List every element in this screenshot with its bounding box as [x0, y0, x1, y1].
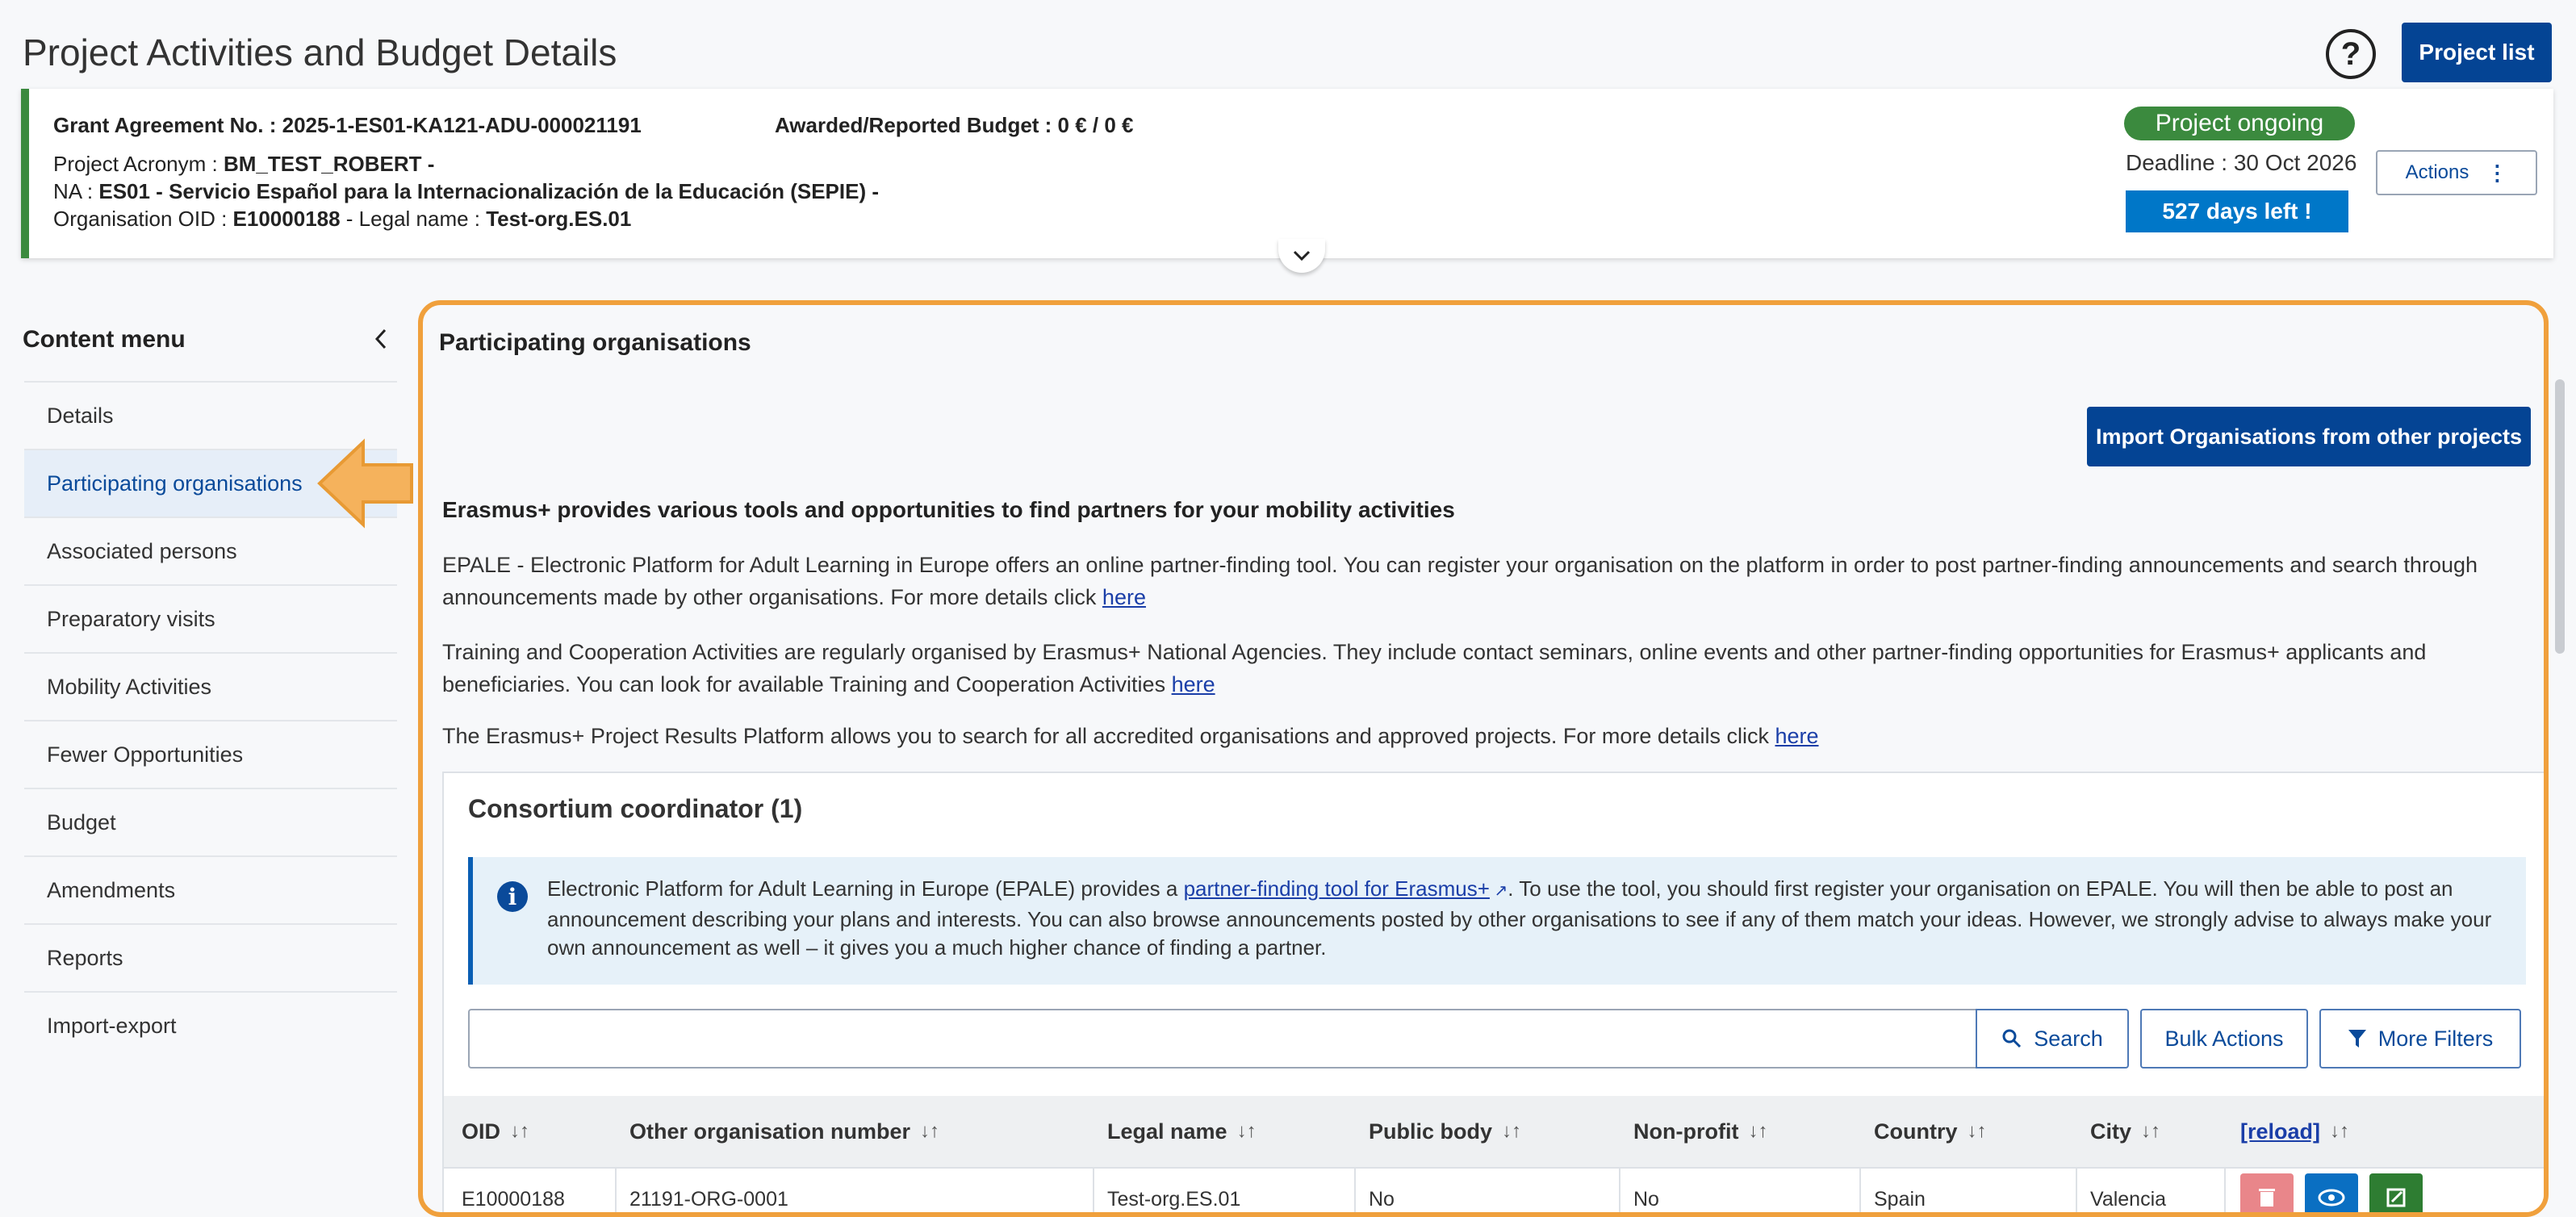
sort-icon: ↓↑: [2141, 1120, 2161, 1142]
eye-icon: [2318, 1189, 2345, 1207]
sidebar-item-mobility-activities[interactable]: Mobility Activities: [24, 652, 397, 720]
import-organisations-button[interactable]: Import Organisations from other projects: [2087, 407, 2531, 466]
sort-icon: ↓↑: [1748, 1120, 1768, 1142]
cell-public-body: No: [1369, 1188, 1395, 1211]
deadline-text: Deadline : 30 Oct 2026: [2126, 150, 2357, 175]
training-here-link[interactable]: here: [1171, 672, 1215, 696]
bulk-actions-button[interactable]: Bulk Actions: [2140, 1009, 2308, 1069]
project-list-button[interactable]: Project list: [2402, 23, 2552, 82]
days-left-badge: 527 days left !: [2126, 190, 2348, 232]
column-public-body[interactable]: Public body ↓↑: [1369, 1119, 1522, 1144]
cell-oid: E10000188: [462, 1188, 565, 1211]
delete-button[interactable]: [2240, 1173, 2294, 1217]
column-non-profit[interactable]: Non-profit ↓↑: [1633, 1119, 1768, 1144]
expand-summary-button[interactable]: [1278, 239, 1325, 273]
project-acronym: Project Acronym : BM_TEST_ROBERT -: [53, 152, 435, 176]
actions-button[interactable]: Actions ⋮: [2376, 150, 2537, 195]
trash-icon: [2258, 1187, 2276, 1208]
view-button[interactable]: [2305, 1173, 2358, 1217]
external-link-icon: ↗: [1489, 882, 1508, 900]
more-filters-button[interactable]: More Filters: [2319, 1009, 2521, 1069]
awarded-budget: Awarded/Reported Budget : 0 € / 0 €: [775, 113, 1134, 137]
sidebar-item-amendments[interactable]: Amendments: [24, 855, 397, 923]
epale-paragraph: EPALE - Electronic Platform for Adult Learning in Europe offers an online partner-finding tool. You can register your organisation on the platform in order to post partner-finding announcements and search through announcements made by other organisations. For more details click here: [442, 553, 2478, 609]
highlight-arrow-icon: [313, 436, 418, 531]
search-input[interactable]: [468, 1009, 1977, 1069]
reload-link[interactable]: [reload]: [2240, 1119, 2321, 1144]
column-reload[interactable]: [2240, 1119, 2349, 1144]
project-summary-card: [21, 89, 2553, 258]
sidebar-item-fewer-opportunities[interactable]: Fewer Opportunities: [24, 720, 397, 788]
column-city[interactable]: City ↓↑: [2090, 1119, 2161, 1144]
cell-city: Valencia: [2090, 1188, 2167, 1211]
sidebar-item-preparatory-visits[interactable]: Preparatory visits: [24, 584, 397, 652]
section-title: Participating organisations: [439, 329, 751, 356]
partner-finding-tool-link[interactable]: partner-finding tool for Erasmus+: [1183, 876, 1490, 901]
sidebar-item-participating-organisations[interactable]: Participating organisations: [24, 449, 397, 516]
edit-button[interactable]: [2369, 1173, 2423, 1217]
chevron-left-icon[interactable]: [370, 324, 392, 353]
cell-legal-name: Test-org.ES.01: [1107, 1188, 1241, 1211]
epale-here-link[interactable]: here: [1102, 585, 1146, 609]
chevron-down-icon: [1292, 249, 1311, 262]
kebab-menu-icon: ⋮: [2486, 160, 2508, 185]
consortium-coordinator-card: [442, 772, 2549, 1217]
search-button[interactable]: Search: [1976, 1009, 2129, 1069]
sidebar-item-budget[interactable]: Budget: [24, 788, 397, 855]
column-country[interactable]: Country ↓↑: [1874, 1119, 1987, 1144]
results-here-link[interactable]: here: [1775, 724, 1819, 748]
sort-icon: ↓↑: [1967, 1120, 1987, 1142]
info-text: Electronic Platform for Adult Learning in Europe (EPALE) provides a partner-finding tool for Erasmus+ ↗. To use the tool, you should first register your organisation on EPALE. You will then be able to post an announcement describing your plans and interests. You can also browse announcements posted by other organisations to see if any of them match your ideas. However, we strongly advise to always make your own announcement as well – it gives you a much higher chance of finding a partner.: [547, 876, 2492, 960]
cell-non-profit: No: [1633, 1188, 1659, 1211]
content-menu-title: Content menu: [23, 326, 186, 353]
sort-icon: ↓↑: [2330, 1120, 2350, 1142]
training-paragraph: Training and Cooperation Activities are regularly organised by Erasmus+ National Agencies. They include contact seminars, online events and other partner-finding opportunities for Erasmus+ applicants and beneficiaries. You can look for available Training and Cooperation Activities here: [442, 640, 2427, 696]
edit-icon: [2386, 1187, 2407, 1208]
cell-other-org-number: 21191-ORG-0001: [629, 1188, 788, 1211]
help-icon[interactable]: ?: [2326, 29, 2376, 79]
cell-country: Spain: [1874, 1188, 1926, 1211]
column-other-org-number[interactable]: Other organisation number ↓↑: [629, 1119, 940, 1144]
table-row: [444, 1167, 2549, 1217]
status-badge: Project ongoing: [2124, 107, 2355, 140]
column-legal-name[interactable]: Legal name ↓↑: [1107, 1119, 1257, 1144]
sidebar-item-associated-persons[interactable]: Associated persons: [24, 516, 397, 584]
table-header: [444, 1096, 2549, 1167]
organisation-oid: Organisation OID : E10000188 - Legal name : Test-org.ES.01: [53, 207, 632, 231]
sidebar-item-reports[interactable]: Reports: [24, 923, 397, 991]
results-platform-paragraph: The Erasmus+ Project Results Platform allows you to search for all accredited organisations and approved projects. For more details click here: [442, 724, 1819, 748]
page-scrollbar[interactable]: [2555, 379, 2565, 654]
coordinator-table: [444, 1096, 2549, 1217]
page-title: Project Activities and Budget Details: [23, 31, 617, 73]
sort-icon: ↓↑: [510, 1120, 530, 1142]
sort-icon: ↓↑: [1236, 1120, 1257, 1142]
info-box: [468, 857, 2526, 985]
info-icon: i: [497, 881, 528, 912]
column-oid[interactable]: OID ↓↑: [462, 1119, 530, 1144]
intro-heading: Erasmus+ provides various tools and opportunities to find partners for your mobility activities: [442, 497, 1455, 522]
coordinator-title: Consortium coordinator (1): [468, 794, 803, 823]
filter-icon: [2348, 1028, 2367, 1049]
national-agency: NA : ES01 - Servicio Español para la Internacionalización de la Educación (SEPIE) -: [53, 179, 879, 203]
search-icon: [2001, 1028, 2022, 1049]
sidebar-item-details[interactable]: Details: [24, 381, 397, 449]
grant-agreement: Grant Agreement No. : 2025-1-ES01-KA121-ADU-000021191: [53, 113, 642, 137]
sort-icon: ↓↑: [920, 1120, 940, 1142]
sidebar-item-import-export[interactable]: Import-export: [24, 991, 397, 1059]
participating-organisations-panel: [418, 300, 2549, 1217]
sort-icon: ↓↑: [1502, 1120, 1522, 1142]
